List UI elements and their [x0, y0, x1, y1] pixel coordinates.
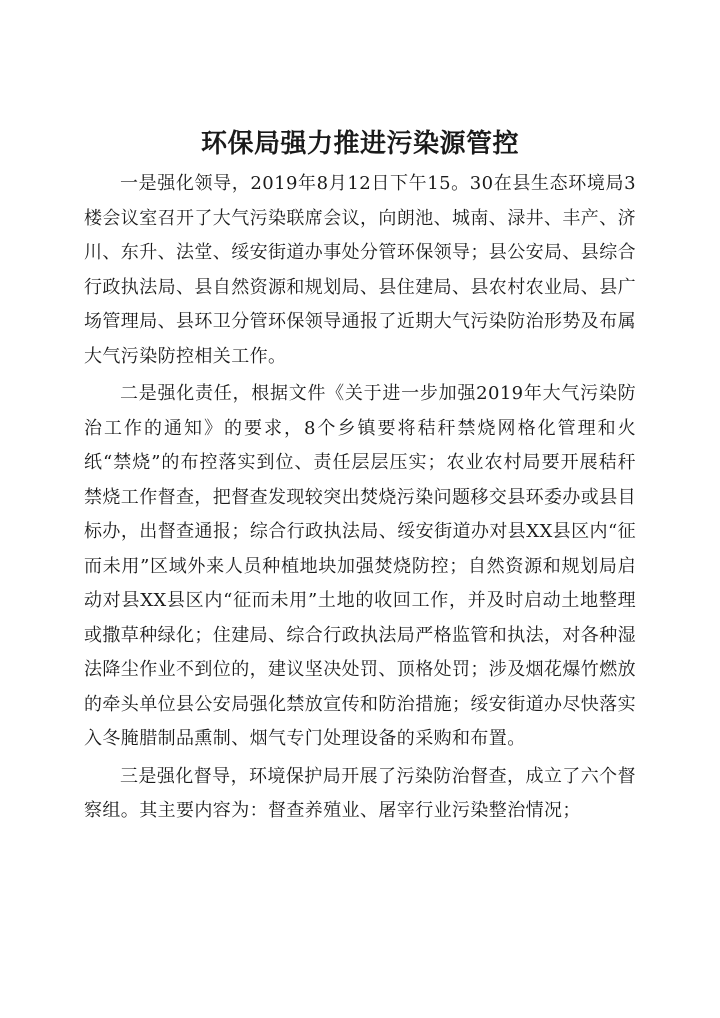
paragraph-responsibility: 二是强化责任，根据文件《关于进一步加强2019年大气污染防治工作的通知》的要求，8个乡镇要将秸秆禁烧网格化管理和火纸“禁烧”的布控落实到位、责任层层压实；农业农村局要开展秸秆禁烧工作督查，把督查发现较突出焚烧污染问题移交县环委办或县目标办，出督查通报；综合行政执法局、绥安街道办对县XX县区内“征而未用”区域外来人员种植地块加强焚烧防控；自然资源和规划局启动对县XX县区内“征而未用”土地的收回工作，并及时启动土地整理或撒草种绿化；住建局、综合行政执法局严格监管和执法，对各种湿法降尘作业不到位的，建议坚决处罚、顶格处罚；涉及烟花爆竹燃放的牵头单位县公安局强化禁放宣传和防治措施；绥安街道办尽快落实入冬腌腊制品熏制、烟气专门处理设备的采购和布置。 [84, 383, 636, 749]
document-body [84, 124, 636, 829]
document-title: 环保局强力推进污染源管控 [200, 129, 519, 159]
paragraph-supervision: 三是强化督导，环境保护局开展了污染防治督查，成立了六个督察组。其主要内容为：督查养殖业、屠宰行业污染整治情况； [84, 765, 636, 821]
paragraph-leadership: 一是强化领导，2019年8月12日下午15。30在县生态环境局3楼会议室召开了大气污染联席会议，向朗池、城南、渌井、丰产、济川、东升、法堂、绥安街道办事处分管环保领导；县公安局、县综合行政执法局、县自然资源和规划局、县住建局、县农村农业局、县广场管理局、县环卫分管环保领导通报了近期大气污染防治形势及布属大气污染防控相关工作。 [84, 173, 636, 367]
